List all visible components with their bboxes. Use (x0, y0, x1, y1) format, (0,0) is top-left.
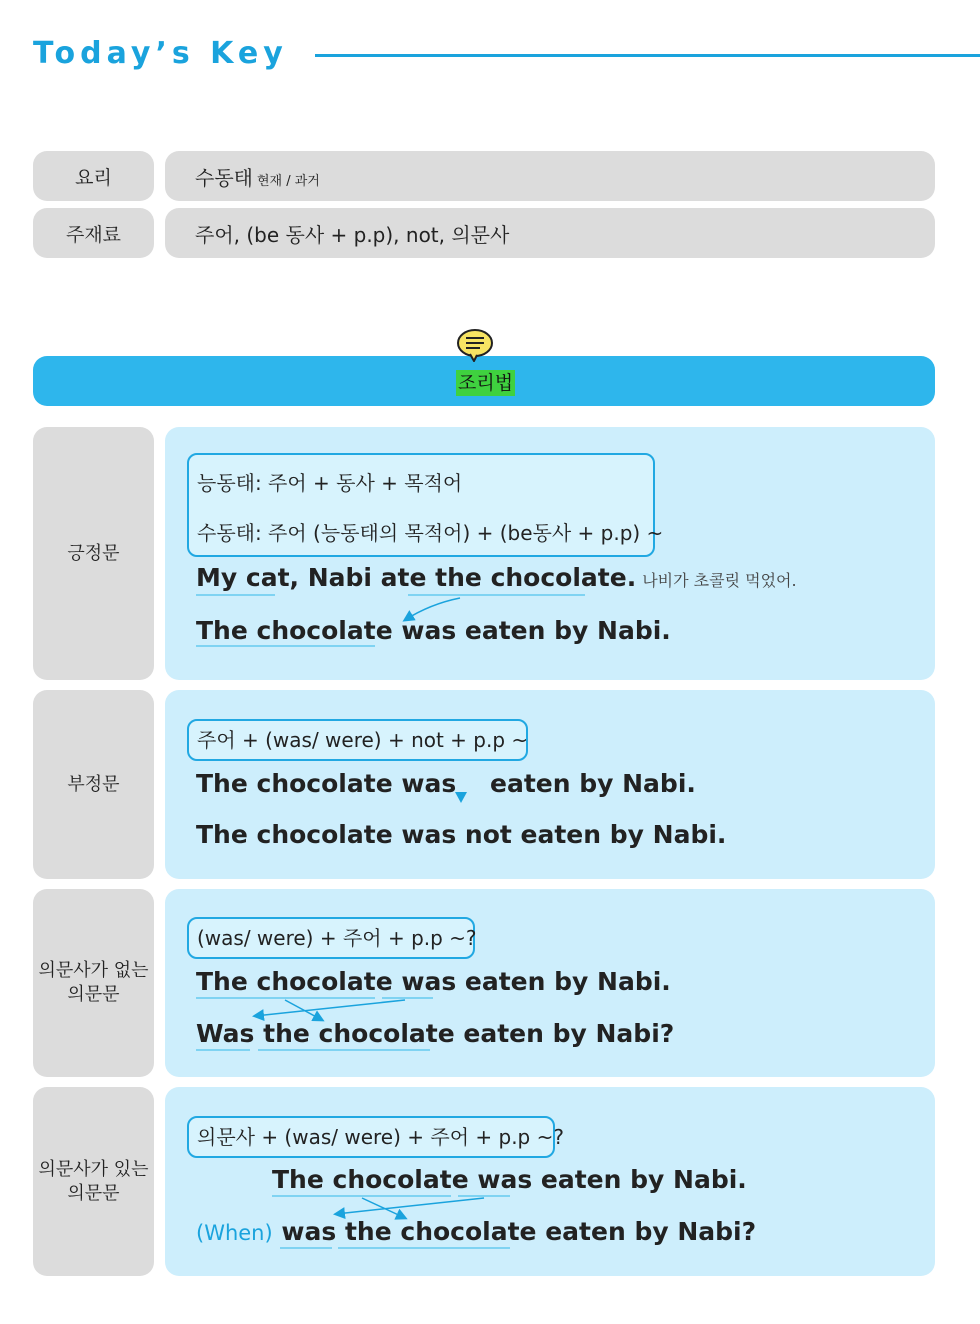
section-label-negative: 부정문 (33, 690, 154, 879)
example-translation: 나비가 초콜릿 먹었어. (642, 571, 797, 590)
example-wh-question-text: was the chocolate eaten by Nabi? (281, 1217, 757, 1246)
meta-label-dish: 요리 (33, 151, 154, 201)
wh-word: (When) (196, 1221, 273, 1245)
meta-label-ingredients: 주재료 (33, 208, 154, 258)
speech-bubble-icon (456, 328, 494, 362)
rule-box-affirmative (187, 453, 664, 557)
title-divider (315, 54, 980, 57)
section-label-yesno-question (33, 889, 154, 1077)
rule-line-negative: 주어 + (was/ were) + not + p.p ~ (197, 728, 529, 752)
section-label-wh-line1: 의문사가 있는 (38, 1158, 149, 1180)
example-negative-b: eaten by Nabi. (490, 769, 696, 798)
insert-arrow-icon (454, 790, 468, 804)
example-active-sentence (196, 563, 797, 592)
section-label-yesno-line1: 의문사가 없는 (38, 960, 149, 981)
meta-value-dish-text: 수동태 (195, 165, 253, 190)
rule-line-active: 능동태: 주어 + 동사 + 목적어 (197, 471, 463, 495)
rule-box-negative (187, 719, 528, 761)
rule-line-passive: 수동태: 주어 (능동태의 목적어) + (be동사 + p.p) ~ (197, 521, 664, 545)
meta-value-ingredients (165, 208, 935, 258)
rule-box-wh-question (187, 1116, 564, 1158)
example-wh-question (196, 1217, 756, 1246)
rule-box-yesno-question (187, 917, 475, 959)
section-label-wh-question (33, 1087, 154, 1276)
meta-value-dish-sub: 현재 / 과거 (256, 173, 320, 189)
section-label-wh-line2: 의문문 (67, 1182, 120, 1204)
example-yesno-question: Was the chocolate eaten by Nabi? (196, 1019, 675, 1048)
rule-line-wh: 의문사 + (was/ were) + 주어 + p.p ~? (197, 1125, 564, 1149)
example-active-text: My cat, Nabi ate the chocolate. (196, 563, 637, 592)
example-wh-statement: The chocolate was eaten by Nabi. (272, 1165, 747, 1194)
example-negative-a: The chocolate was (196, 769, 457, 798)
example-negative-full: The chocolate was not eaten by Nabi. (196, 820, 727, 849)
page-title: Today’s Key (33, 36, 288, 71)
meta-value-ingredients-text: 주어, (be 동사 + p.p), not, 의문사 (195, 222, 510, 247)
rule-line-yesno: (was/ were) + 주어 + p.p ~? (197, 926, 477, 950)
example-passive-sentence: The chocolate was eaten by Nabi. (196, 616, 671, 645)
section-label-affirmative: 긍정문 (33, 427, 154, 680)
section-label-yesno-line2: 의문문 (67, 984, 120, 1005)
example-yesno-statement: The chocolate was eaten by Nabi. (196, 967, 671, 996)
meta-value-dish (165, 151, 935, 201)
recipe-bar-label: 조리법 (458, 372, 514, 394)
